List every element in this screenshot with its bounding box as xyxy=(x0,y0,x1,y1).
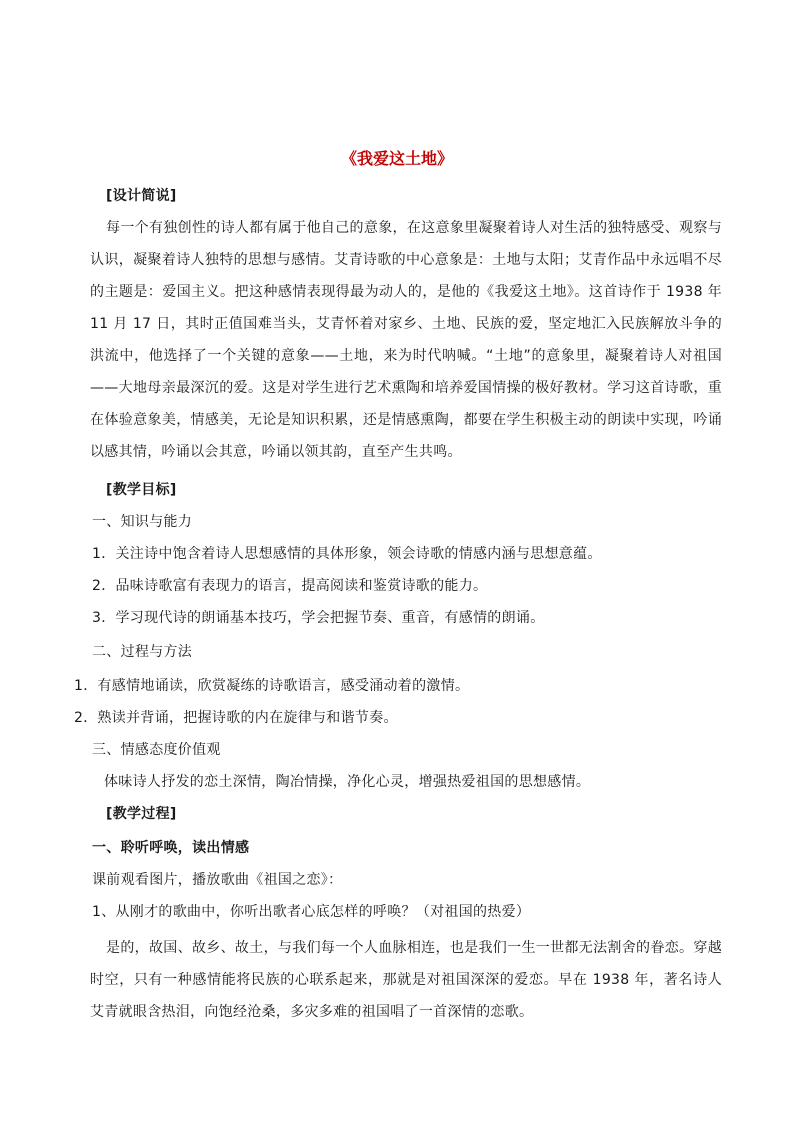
document-title: 《我爱这土地》 xyxy=(340,149,453,168)
goals-item: 3．学习现代诗的朗诵基本技巧，学会把握节奏、重音，有感情的朗诵。 xyxy=(92,610,545,626)
goals-section-3-body: 体味诗人抒发的恋土深情，陶冶情操，净化心灵，增强热爱祖国的思想感情。 xyxy=(104,774,591,790)
process-body: 是的，故国、故乡、故土，与我们每一个人血脉相连，也是我们一生一世都无法割舍的眷恋。穿越时空，只有一种感情能将民族的心联系起来，那就是对祖国深深的爱恋。早在 1938 年，著名诗人艾青就眼含热泪，向饱经沧桑，多灾多难的祖国唱了一首深情的恋歌。 xyxy=(90,940,722,1020)
design-heading: [设计简说] xyxy=(106,188,177,204)
goals-item: 2．品味诗歌富有表现力的语言，提高阅读和鉴赏诗歌的能力。 xyxy=(92,578,488,594)
goals-section-3: 三、情感态度价值观 xyxy=(92,742,221,758)
goals-heading: [教学目标] xyxy=(106,482,177,498)
goals-section-2: 二、过程与方法 xyxy=(92,644,193,660)
process-question: 1、从刚才的歌曲中，你听出歌者心底怎样的呼唤？（对祖国的热爱） xyxy=(92,904,531,920)
goals-item: 1．关注诗中饱含着诗人思想感情的具体形象，领会诗歌的情感内涵与思想意蕴。 xyxy=(92,546,602,562)
process-heading: [教学过程] xyxy=(106,806,177,822)
design-body: 每一个有独创性的诗人都有属于他自己的意象，在这意象里凝聚着诗人对生活的独特感受、观察与认识，凝聚着诗人独特的思想与感情。艾青诗歌的中心意象是：土地与太阳；艾青作品中永远唱不尽的主题是：爱国主义。把这种感情表现得最为动人的，是他的《我爱这土地》。这首诗作于 1938 年 11 月 17 日，其时正值国难当头，艾青怀着对家乡、土地、民族的爱，坚定地汇入民族解放斗争的洪流中，他选择了一个关键的意象——土地，来为时代呐喊。“土地”的意象里，凝聚着诗人对祖国——大地母亲最深沉的爱。这是对学生进行艺术熏陶和培养爱国情操的极好教材。学习这首诗歌，重在体验意象美，情感美，无论是知识积累，还是情感熏陶，都要在学生积极主动的朗读中实现，吟诵以感其情，吟诵以会其意，吟诵以领其韵，直至产生共鸣。 xyxy=(90,220,722,460)
goals-item: 1．有感情地诵读，欣赏凝练的诗歌语言，感受涌动着的激情。 xyxy=(74,678,470,694)
process-intro: 课前观看图片，播放歌曲《祖国之恋》： xyxy=(92,872,343,888)
goals-section-1: 一、知识与能力 xyxy=(92,514,193,530)
process-step-1: 一、聆听呼唤，读出情感 xyxy=(92,840,250,856)
goals-item: 2．熟读并背诵，把握诗歌的内在旋律与和谐节奏。 xyxy=(74,710,398,726)
